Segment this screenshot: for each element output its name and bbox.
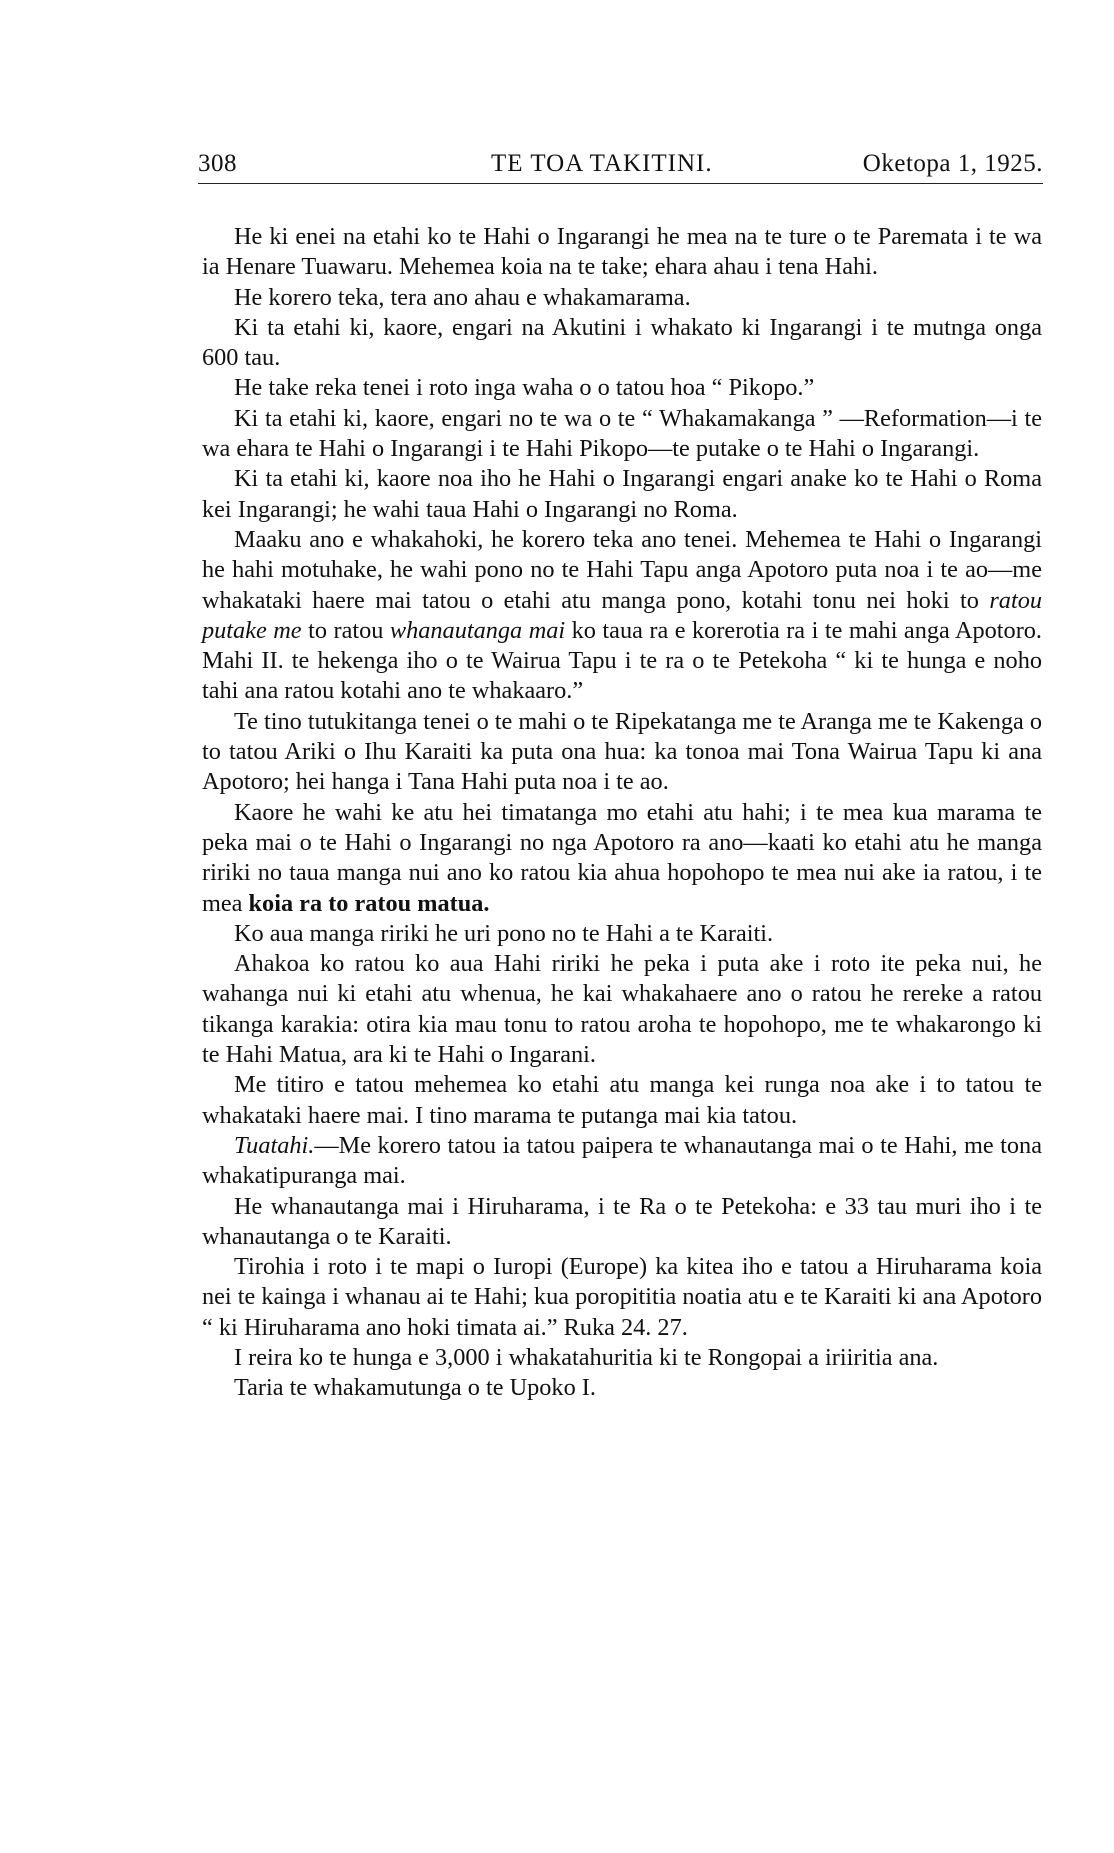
paragraph bbox=[202, 1373, 1042, 1403]
paragraph-text: He ki enei na etahi ko te Hahi o Ingarangi he mea na te ture o te Paremata i te wa ia Henare Tuawaru. Mehemea koia na te take; ehara ahau i tena Hahi. bbox=[202, 223, 1042, 281]
issue-date: Oketopa 1, 1925. bbox=[862, 150, 1043, 177]
paragraph bbox=[202, 1343, 1042, 1373]
page-header bbox=[198, 150, 1043, 186]
paragraph-text: I reira ko te hunga e 3,000 i whakatahuritia ki te Rongopai a iriiritia ana. bbox=[234, 1343, 939, 1371]
header-rule bbox=[198, 183, 1043, 184]
paragraph-text: Taria te whakamutunga o te Upoko I. bbox=[234, 1374, 596, 1402]
publication-title: TE TOA TAKITINI. bbox=[491, 150, 713, 177]
paragraph-text: Kaore he wahi ke atu hei timatanga mo etahi atu hahi; i te mea kua marama te peka mai o te Hahi o Ingarangi no nga Apotoro ra ano—kaati ko etahi atu he manga ririki no taua manga nui ano ko ratou kia ahua hopohopo te mea nui ake ia ratou, i te mea bbox=[202, 798, 1042, 917]
paragraph-text: —Me korero tatou ia tatou paipera te whanautanga mai o te Hahi, me tona whakatipuranga mai. bbox=[202, 1131, 1042, 1190]
paragraph-text: He korero teka, tera ano ahau e whakamarama. bbox=[234, 283, 691, 311]
paragraph-text: ko taua ra e korerotia ra i te mahi anga Apotoro. Mahi II. te hekenga iho o te Wairua Tapu i te ra o te Petekoha “ ki te hunga e noho tahi ana ratou kotahi ano te whakaaro.” bbox=[202, 616, 1043, 705]
paragraph-text: Ki ta etahi ki, kaore, engari na Akutini i whakato ki Ingarangi i te mutnga onga 600 tau. bbox=[202, 313, 1042, 372]
paragraph-text: Ahakoa ko ratou ko aua Hahi ririki he peka i puta ake i roto ite peka nui, he wahanga nui ki etahi atu whenua, he kai whakahaere ano o ratou he rereke a ratou tikanga karakia: otira kia mau tonu to ratou aroha te hopohopo, me te whakarongo ki te Hahi Matua, ara ki te Hahi o Ingarani. bbox=[202, 950, 1042, 1069]
paragraph-text: to ratou bbox=[301, 616, 390, 644]
paragraph-text: Maaku ano e whakahoki, he korero teka ano tenei. Mehemea te Hahi o Ingarangi he hahi motuhake, he wahi pono no te Hahi Tapu anga Apotoro puta noa i te ao—me whakataki haere mai tatou o etahi atu manga pono, kotahi tonu nei hoki to bbox=[202, 525, 1042, 614]
paragraph-text: Ko aua manga ririki he uri pono no te Hahi a te Karaiti. bbox=[234, 919, 774, 947]
paragraph-text: Tirohia i roto i te mapi o Iuropi (Europe) ka kitea iho e tatou a Hiruharama koia nei te kainga i whanau ai te Hahi; kua poropititia noatia atu e te Karaiti ki ana Apotoro “ ki Hiruharama ano hoki timata ai.” Ruka 24. 27. bbox=[202, 1253, 1042, 1341]
paragraph bbox=[202, 1252, 1042, 1343]
paragraph-text: Me titiro e tatou mehemea ko etahi atu manga kei runga noa ake i to tatou te whakataki haere mai. I tino marama te putanga mai kia tatou. bbox=[202, 1071, 1042, 1129]
paragraph bbox=[202, 1070, 1042, 1131]
paragraph bbox=[202, 404, 1042, 465]
paragraph-text: ratou putake me bbox=[202, 586, 1042, 644]
paragraph bbox=[202, 464, 1042, 525]
paragraph bbox=[202, 525, 1042, 707]
paragraph bbox=[202, 919, 1042, 949]
paragraph bbox=[202, 1192, 1042, 1253]
paragraph-text: koia ra to ratou matua. bbox=[248, 889, 490, 917]
paragraph bbox=[202, 798, 1042, 919]
paragraph-text: He take reka tenei i roto inga waha o o tatou hoa “ Pikopo.” bbox=[234, 374, 815, 402]
paragraph-text: whanautanga mai bbox=[389, 616, 566, 644]
paragraph-text: He whanautanga mai i Hiruharama, i te Ra o te Petekoha: e 33 tau muri iho i te whanautanga o te Karaiti. bbox=[202, 1192, 1042, 1250]
paragraph bbox=[202, 313, 1042, 374]
paragraph-text: Te tino tutukitanga tenei o te mahi o te Ripekatanga me te Aranga me te Kakenga o to tatou Ariki o Ihu Karaiti ka puta ona hua: ka tonoa mai Tona Wairua Tapu ki ana Apotoro; hei hanga i Tana Hahi puta noa i te ao. bbox=[202, 707, 1042, 796]
paragraph bbox=[202, 373, 1042, 403]
paragraph bbox=[202, 283, 1042, 313]
paragraph bbox=[202, 949, 1042, 1070]
article-body bbox=[202, 222, 1042, 1404]
paragraph bbox=[202, 222, 1042, 283]
paragraph-text: Ki ta etahi ki, kaore, engari no te wa o te “ Whakamakanga ” —Reformation—i te wa ehara te Hahi o Ingarangi i te Hahi Pikopo—te putake o te Hahi o Ingarangi. bbox=[202, 404, 1042, 463]
page-number: 308 bbox=[198, 150, 237, 177]
paragraph bbox=[202, 1131, 1042, 1192]
paragraph-text: Tuatahi. bbox=[234, 1131, 315, 1159]
paragraph bbox=[202, 707, 1042, 798]
paragraph-text: Ki ta etahi ki, kaore noa iho he Hahi o Ingarangi engari anake ko te Hahi o Roma kei Ingarangi; he wahi taua Hahi o Ingarangi no Roma. bbox=[202, 465, 1042, 523]
